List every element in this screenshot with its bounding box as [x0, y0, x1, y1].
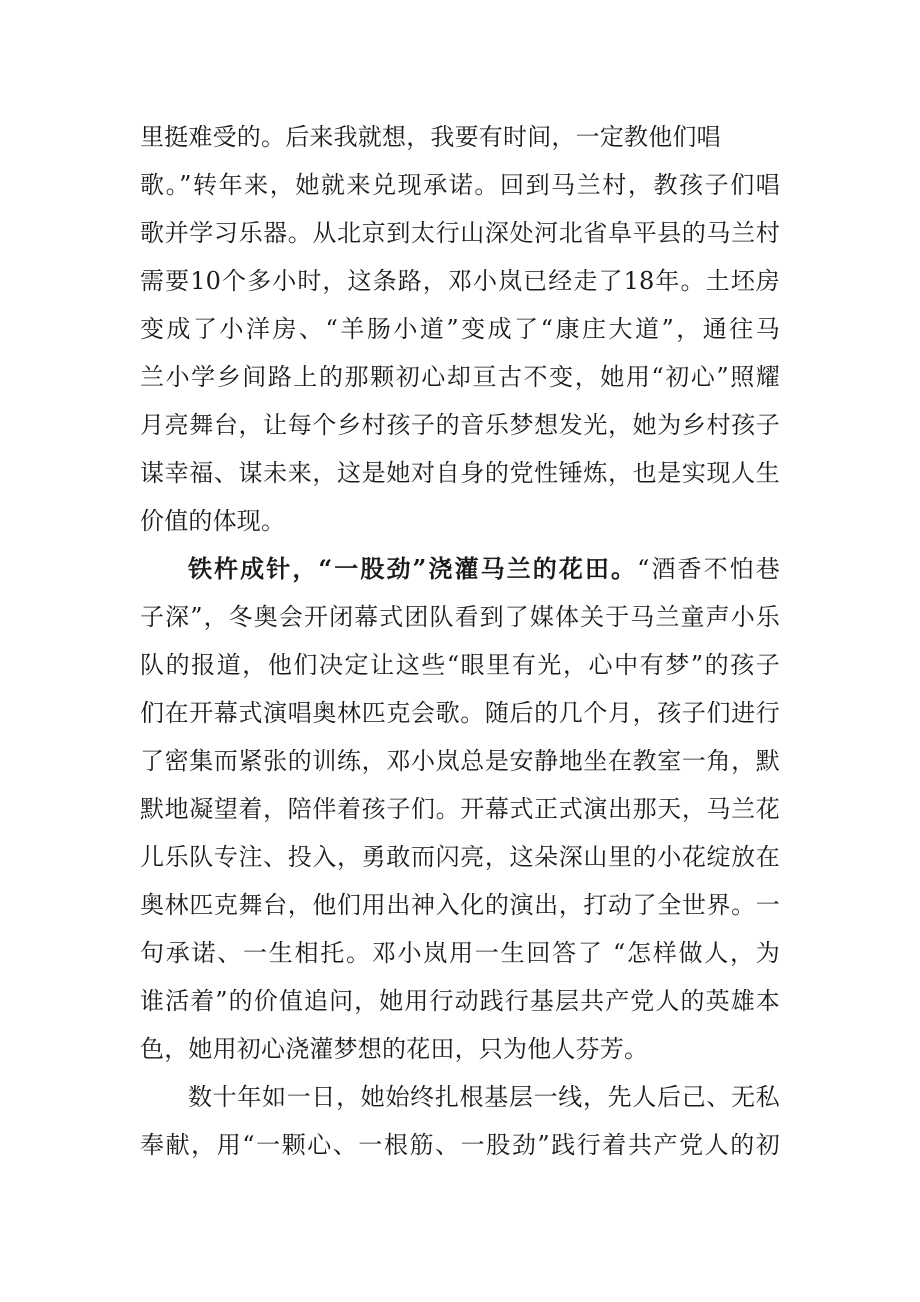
text-line: 奉献，用“一颗心、一根筋、一股劲”践行着共产党人的初: [140, 1131, 780, 1159]
text-line: 奥林匹克舞台，他们用出神入化的演出，打动了全世界。一: [140, 891, 780, 919]
text-line: 谁活着”的价值追问，她用行动践行基层共产党人的英雄本: [140, 987, 780, 1015]
text-line: 色，她用初心浇灌梦想的花田，只为他人芬芳。: [140, 1035, 649, 1063]
text-run: “酒香不怕巷: [637, 555, 780, 583]
text-line: [140, 545, 780, 593]
text-line: 歌。”转年来，她就来兑现承诺。回到马兰村，教孩子们唱: [140, 171, 780, 199]
text-line: 儿乐队专注、投入，勇敢而闪亮，这朵深山里的小花绽放在: [140, 843, 780, 871]
text-line: 歌并学习乐器。从北京到太行山深处河北省阜平县的马兰村: [140, 219, 780, 247]
text-line: 月亮舞台，让每个乡村孩子的音乐梦想发光，她为乡村孩子: [140, 411, 780, 439]
text-line: 需要10个多小时，这条路，邓小岚已经走了18年。土坯房: [140, 267, 780, 295]
text-line: 默地凝望着，陪伴着孩子们。开幕式正式演出那天，马兰花: [140, 795, 780, 823]
document-body: [140, 113, 780, 1169]
text-line: 句承诺、一生相托。邓小岚用一生回答了 “怎样做人，为: [140, 939, 780, 967]
text-line: 变成了小洋房、“羊肠小道”变成了“康庄大道”，通往马: [140, 315, 780, 343]
text-line: 了密集而紧张的训练，邓小岚总是安静地坐在教室一角，默: [140, 747, 780, 775]
text-line: 们在开幕式演唱奥林匹克会歌。随后的几个月，孩子们进行: [140, 699, 780, 727]
text-line: 兰小学乡间路上的那颗初心却亘古不变，她用“初心”照耀: [140, 363, 780, 391]
paragraph-heading: 铁杵成针，“一股劲”浇灌马兰的花田。: [188, 554, 638, 583]
paragraph-1: [140, 113, 780, 545]
text-line: 谋幸福、谋未来，这是她对自身的党性锤炼，也是实现人生: [140, 459, 780, 487]
text-line: 数十年如一日，她始终扎根基层一线，先人后己、无私: [188, 1083, 780, 1111]
text-line: 里挺难受的。后来我就想，我要有时间，一定教他们唱: [140, 123, 721, 151]
text-line: 价值的体现。: [140, 507, 286, 535]
paragraph-3: [140, 1073, 780, 1169]
text-line: 队的报道，他们决定让这些“眼里有光，心中有梦”的孩子: [140, 651, 780, 679]
text-line: 子深”，冬奥会开闭幕式团队看到了媒体关于马兰童声小乐: [140, 603, 780, 631]
paragraph-2: [140, 545, 780, 1073]
